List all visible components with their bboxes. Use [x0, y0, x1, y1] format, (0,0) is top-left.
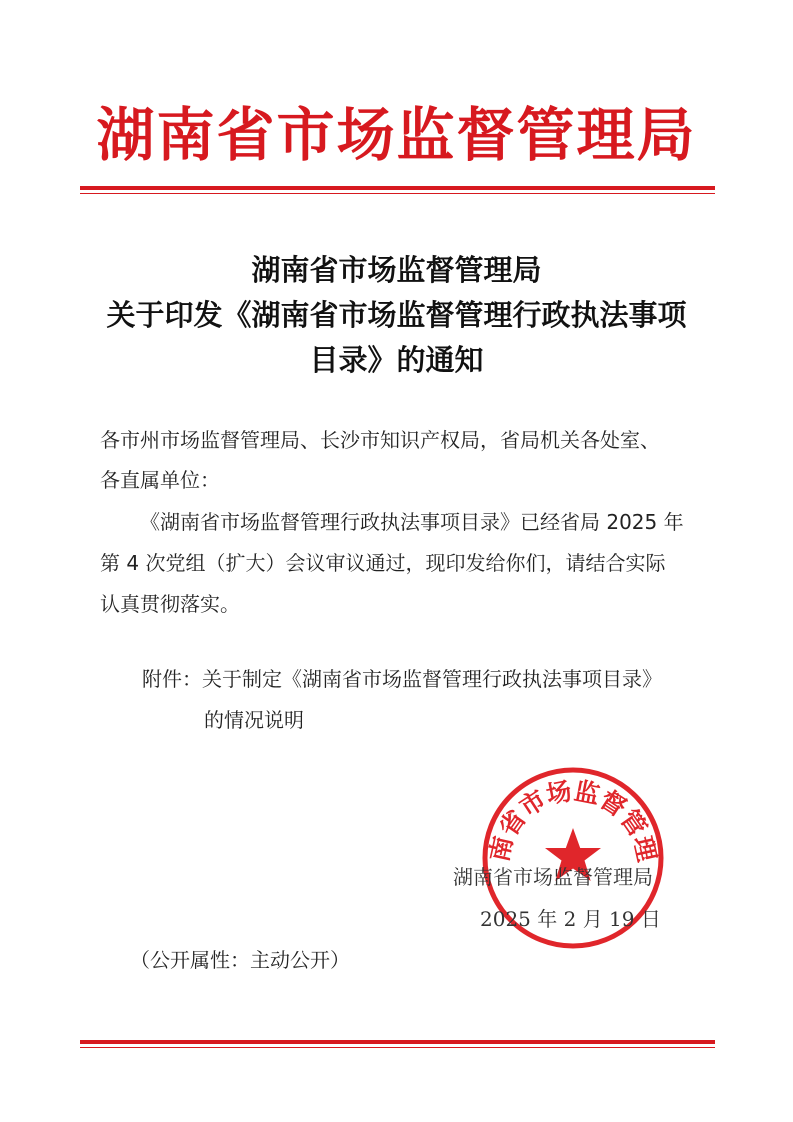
signature-issuer: 湖南省市场监督管理局 — [453, 865, 653, 889]
body-line-2: 第 4 次党组（扩大）会议审议通过，现印发给你们，请结合实际 — [100, 551, 666, 575]
recipients-line-2: 各直属单位： — [100, 468, 220, 492]
header-rule-thin — [80, 193, 715, 194]
attachment-line-2: 的情况说明 — [204, 708, 304, 732]
seal-text: 南省市场监督管理 — [484, 776, 662, 865]
doc-title-line-2: 关于印发《湖南省市场监督管理行政执法事项 — [106, 298, 687, 332]
footer-rule-thin — [80, 1047, 715, 1048]
header-rule-thick — [80, 186, 715, 190]
attachment-line-1: 附件：关于制定《湖南省市场监督管理行政执法事项目录》 — [142, 667, 662, 691]
body-line-1: 《湖南省市场监督管理行政执法事项目录》已经省局 2025 年 — [140, 510, 684, 534]
doc-title-line-3: 目录》的通知 — [309, 343, 484, 377]
footer-rule-thick — [80, 1040, 715, 1044]
letterhead-title: 湖南省市场监督管理局 — [96, 101, 697, 169]
disclosure-note: （公开属性：主动公开） — [130, 948, 350, 972]
recipients-line-1: 各市州市场监督管理局、长沙市知识产权局，省局机关各处室、 — [100, 428, 660, 452]
signature-date: 2025 年 2 月 19 日 — [480, 907, 661, 931]
body-line-3: 认真贯彻落实。 — [100, 592, 240, 616]
doc-title-line-1: 湖南省市场监督管理局 — [251, 253, 542, 287]
